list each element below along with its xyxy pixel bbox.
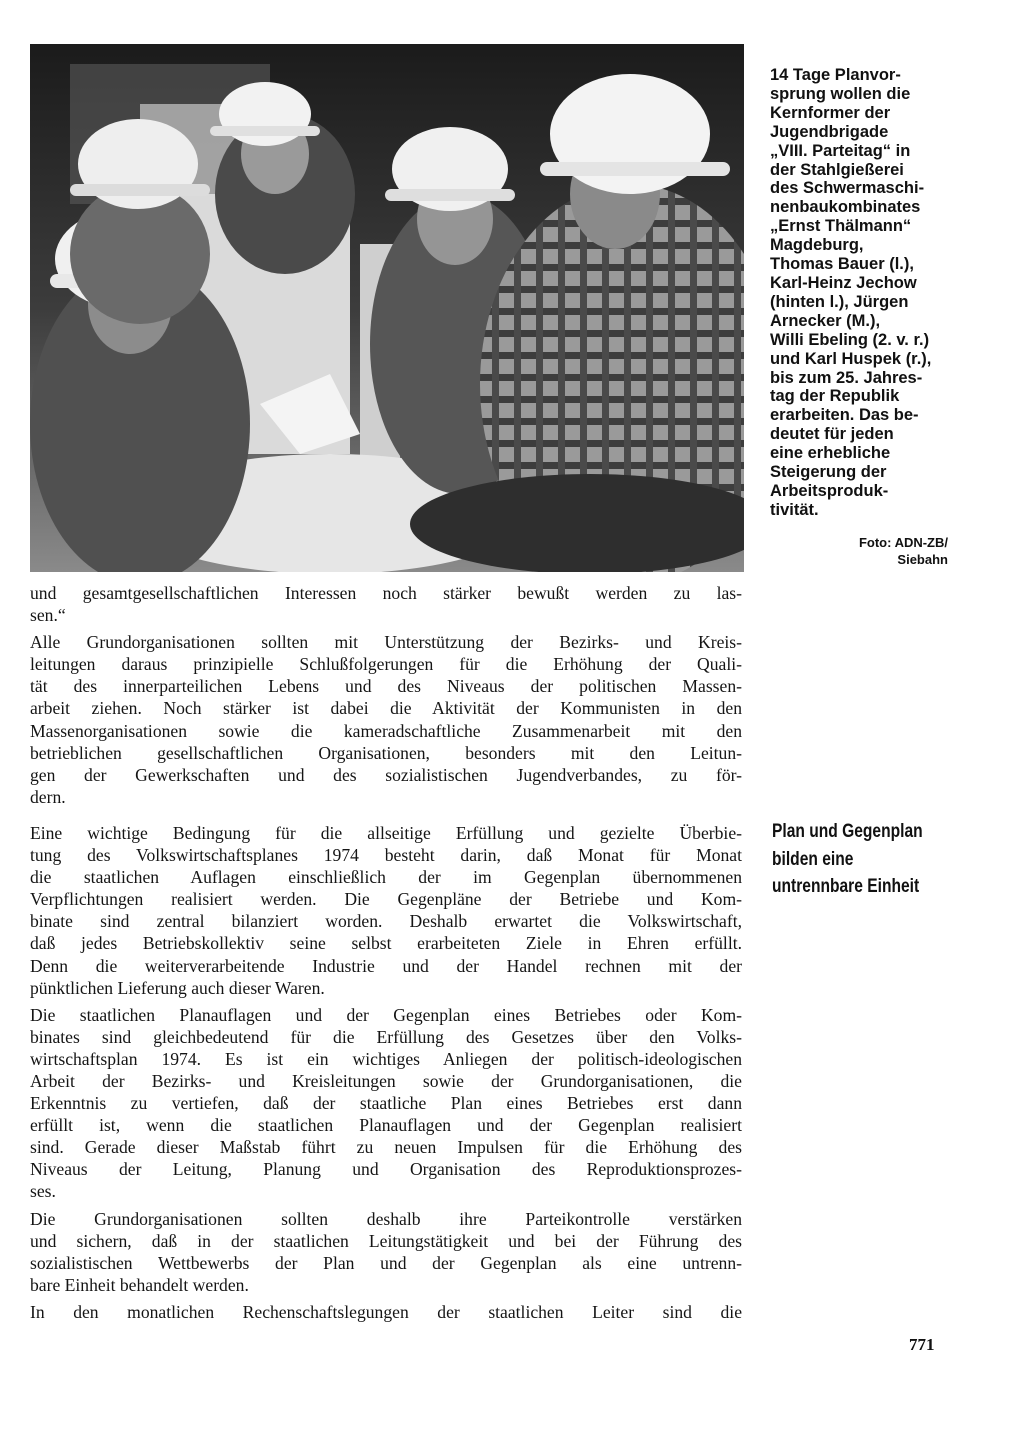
text-line: Eine wichtige Bedingung für die allseitige Erfüllung und gezielte Überbie- [30, 822, 742, 843]
text-line: Arbeit der Bezirks- und Kreisleitungen sowie der Grundorganisationen, die [30, 1070, 742, 1091]
text-line: und sichern, daß in der staatlichen Leitungstätigkeit und bei der Führung des [30, 1230, 742, 1251]
credit-line: Siebahn [897, 552, 948, 567]
text-line: In den monatlichen Rechenschaftslegungen der staatlichen Leiter sind die [30, 1301, 742, 1322]
paragraph [30, 1301, 742, 1323]
caption-line: nenbaukombinates [770, 198, 921, 217]
text-line: Massenorganisationen sowie die kameradschaftliche Zusammenarbeit mit den [30, 720, 742, 741]
text-line: wirtschaftsplan 1974. Es ist ein wichtiges Anliegen der politisch-ideologischen [30, 1048, 742, 1069]
text-line: binate sind zentral bilanziert worden. Deshalb erwartet die Volkswirtschaft, [30, 911, 742, 932]
text-line: tung des Volkswirtschaftsplanes 1974 besteht darin, daß Monat für Monat [30, 845, 742, 866]
text-line: binates sind gleichbedeutend für die Erfüllung des Gesetzes über den Volks- [30, 1026, 742, 1047]
text-line: Niveaus der Leitung, Planung und Organisation des Reproduktionsprozes- [30, 1159, 742, 1180]
text-line: Verpflichtungen realisiert werden. Die Gegenpläne der Betriebe und Kom- [30, 889, 742, 910]
text-line: Die staatlichen Planauflagen und der Gegenplan eines Betriebes oder Kom- [30, 1004, 742, 1025]
text-line: tät des innerparteilichen Lebens und des Niveaus der politischen Massen- [30, 676, 742, 697]
text-line: sozialistischen Wettbewerbs der Plan und der Gegenplan als eine untrenn- [30, 1252, 742, 1273]
margin-heading [772, 818, 936, 901]
caption-line: Arnecker (M.), [770, 311, 881, 330]
caption-line: Kernformer der [770, 103, 891, 122]
caption-line: eine erhebliche [770, 444, 891, 463]
paragraph [30, 582, 742, 626]
caption-line: deutet für jeden [770, 425, 894, 444]
caption-line: „Ernst Thälmann“ [770, 217, 912, 236]
caption-line: erarbeiten. Das be- [770, 406, 919, 425]
caption-line: Willi Ebeling (2. v. r.) [770, 330, 930, 349]
text-line: daß jedes Betriebskollektiv seine selbst erarbeiteten Ziele in Ehren erfüllt. [30, 933, 742, 954]
caption-line: Karl-Heinz Jechow [770, 273, 917, 292]
caption-line: Arbeitsproduk- [770, 481, 889, 500]
photo-caption [770, 66, 970, 520]
text-line: ses. [30, 1181, 56, 1202]
text-line: leitungen daraus prinzipielle Schlußfolgerungen für die Erhöhung der Quali- [30, 654, 742, 675]
paragraph [30, 631, 742, 808]
text-line: erfüllt ist, wenn die staatlichen Planauflagen und der Gegenplan realisiert [30, 1115, 742, 1136]
caption-line: Jugendbrigade [770, 122, 889, 141]
caption-line: der Stahlgießerei [770, 160, 904, 179]
text-line: Erkenntnis zu vertiefen, daß der staatliche Plan eines Betriebes erst dann [30, 1093, 742, 1114]
text-line: sen.“ [30, 605, 66, 626]
caption-line: bis zum 25. Jahres- [770, 368, 923, 387]
caption-line: Steigerung der [770, 463, 887, 482]
caption-line: Thomas Bauer (l.), [770, 255, 914, 274]
caption-line: (hinten l.), Jürgen [770, 292, 909, 311]
workers-in-hard-hats-photo [30, 44, 744, 572]
caption-line: tivität. [770, 500, 819, 519]
text-line: Alle Grundorganisationen sollten mit Unterstützung der Bezirks- und Kreis- [30, 632, 742, 653]
paragraph [30, 1208, 742, 1296]
paragraph [30, 822, 742, 999]
text-line: dern. [30, 786, 66, 807]
body-text [30, 582, 742, 1328]
caption-line: tag der Republik [770, 387, 900, 406]
caption-line: sprung wollen die [770, 84, 911, 103]
margin-heading-line: Plan und Gegenplan [772, 821, 923, 842]
caption-line: „VIII. Parteitag“ in [770, 141, 911, 160]
text-line: die staatlichen Auflagen einschließlich der im Gegenplan übernommenen [30, 867, 742, 888]
photo [30, 44, 744, 572]
text-line: arbeit ziehen. Noch stärker ist dabei die Aktivität der Kommunisten in den [30, 698, 742, 719]
text-line: bare Einheit behandelt werden. [30, 1274, 249, 1295]
text-line: pünktlichen Lieferung auch dieser Waren. [30, 977, 325, 998]
caption-line: des Schwermaschi- [770, 179, 925, 198]
caption-line: Magdeburg, [770, 236, 864, 255]
text-line: Die Grundorganisationen sollten deshalb ihre Parteikontrolle verstärken [30, 1208, 742, 1229]
caption-line: und Karl Huspek (r.), [770, 349, 932, 368]
caption-line: 14 Tage Planvor- [770, 66, 901, 84]
text-line: sind. Gerade dieser Maßstab führt zu neuen Impulsen für die Erhöhung des [30, 1137, 742, 1158]
text-line: und gesamtgesellschaftlichen Interessen noch stärker bewußt werden zu las- [30, 583, 742, 603]
page-number: 771 [909, 1335, 935, 1354]
paragraph [30, 1004, 742, 1203]
text-line: gen der Gewerkschaften und des sozialistischen Jugendverbandes, zu för- [30, 764, 742, 785]
photo-credit [859, 534, 948, 568]
text-line: betrieblichen gesellschaftlichen Organisationen, besonders mit den Leitun- [30, 742, 742, 763]
text-line: Denn die weiterverarbeitende Industrie und der Handel rechnen mit der [30, 955, 742, 976]
margin-heading-line: untrennbare Einheit [772, 876, 920, 897]
margin-heading-line: bilden eine [772, 848, 854, 870]
credit-line: Foto: ADN-ZB/ [858, 535, 948, 550]
